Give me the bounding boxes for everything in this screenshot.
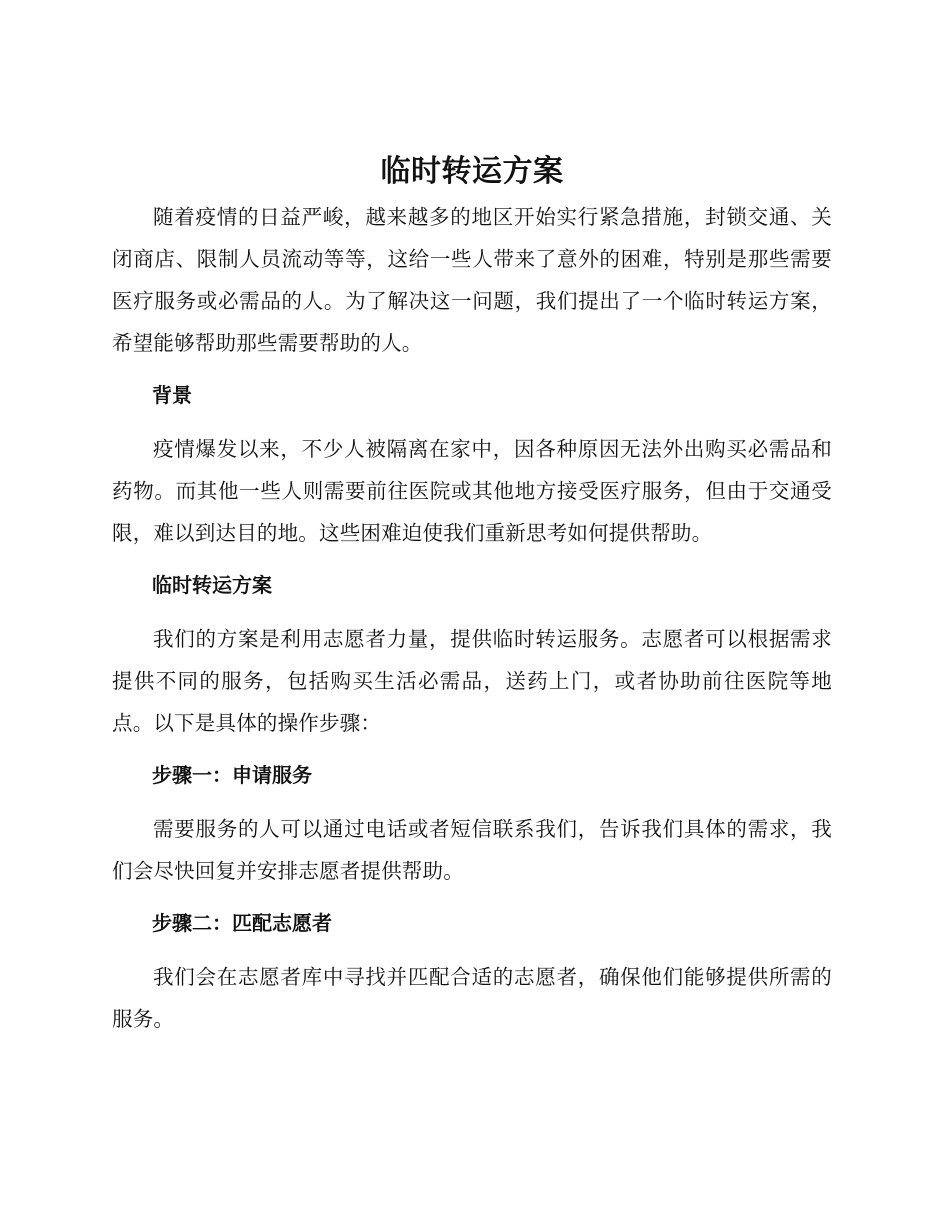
document-page xyxy=(112,152,832,1040)
section-heading-plan: 临时转运方案 xyxy=(152,573,272,597)
section-heading-step-one: 步骤一：申请服务 xyxy=(152,763,312,787)
section-heading-step-two: 步骤二：匹配志愿者 xyxy=(152,911,332,935)
document-title: 临时转运方案 xyxy=(380,154,564,189)
section-body-step-two: 我们会在志愿者库中寻找并匹配合适的志愿者，确保他们能够提供所需的服务。 xyxy=(112,965,832,1031)
section-body-step-one: 需要服务的人可以通过电话或者短信联系我们，告诉我们具体的需求，我们会尽快回复并安排志愿者提供帮助。 xyxy=(112,817,832,883)
section-heading-background: 背景 xyxy=(152,383,192,407)
section-body-plan: 我们的方案是利用志愿者力量，提供临时转运服务。志愿者可以根据需求提供不同的服务，包括购买生活必需品，送药上门，或者协助前往医院等地点。以下是具体的操作步骤： xyxy=(112,627,832,735)
section-body-background: 疫情爆发以来，不少人被隔离在家中，因各种原因无法外出购买必需品和药物。而其他一些人则需要前往医院或其他地方接受医疗服务，但由于交通受限，难以到达目的地。这些困难迫使我们重新思考如何提供帮助。 xyxy=(112,437,832,545)
intro-paragraph: 随着疫情的日益严峻，越来越多的地区开始实行紧急措施，封锁交通、关闭商店、限制人员流动等等，这给一些人带来了意外的困难，特别是那些需要医疗服务或必需品的人。为了解决这一问题，我们提出了一个临时转运方案，希望能够帮助那些需要帮助的人。 xyxy=(112,205,832,355)
